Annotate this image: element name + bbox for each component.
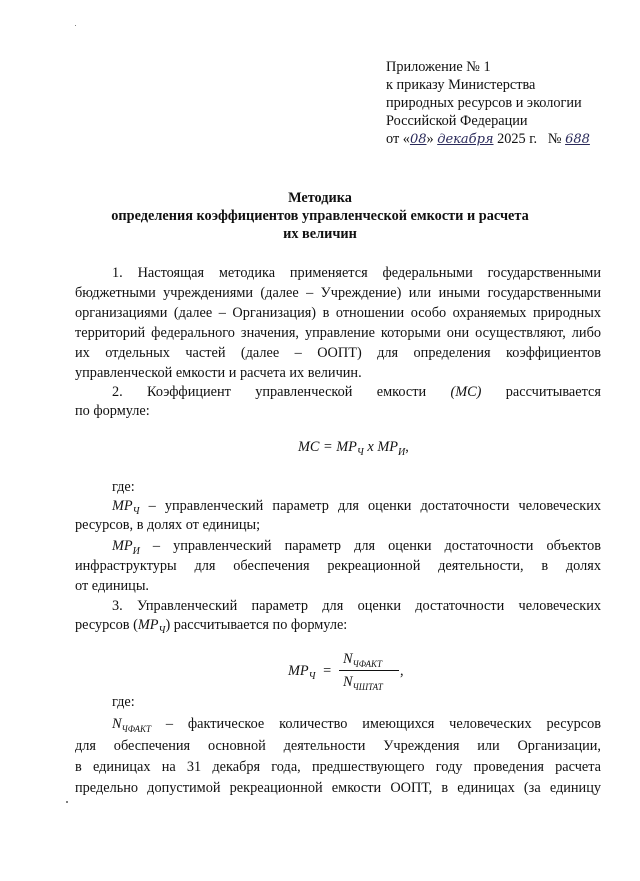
p2-symbol: (МС) xyxy=(450,384,482,400)
formula-mpch-lhs-sym: МР xyxy=(288,663,309,679)
formula-mc-term1: МР xyxy=(336,439,357,455)
def2-line-3: от единицы. xyxy=(75,578,149,594)
title-line-2: определения коэффициентов управленческой емкости и расчета xyxy=(111,208,529,224)
order-number: 688 xyxy=(565,132,590,147)
p3-line-2 xyxy=(75,616,347,640)
def2-symbol: МР xyxy=(112,538,133,554)
date-mid: » xyxy=(426,131,434,147)
date-prefix: от « xyxy=(386,131,410,147)
def3-line-1 xyxy=(112,715,601,738)
p3-symbol: МР xyxy=(137,617,159,633)
formula-mpch-comma: , xyxy=(400,663,404,679)
formula-mpch-denominator xyxy=(343,673,383,696)
title-line-3: их величин xyxy=(283,226,357,242)
where-label-2: где: xyxy=(112,694,135,710)
p1-line-1: 1. Настоящая методика применяется федеральными государственными xyxy=(112,265,601,281)
denominator-sub: ЧШТАТ xyxy=(352,681,383,692)
def3-symbol-sub: ЧФАКТ xyxy=(121,723,152,734)
order-number-label: № xyxy=(547,131,562,147)
def1-line-2: ресурсов, в долях от единицы; xyxy=(75,517,261,533)
formula-mc-lhs: МС xyxy=(298,439,320,455)
scan-speck xyxy=(75,25,76,26)
p3-text-a: ресурсов ( xyxy=(75,617,138,633)
p1-line-2: бюджетными учреждениями (далее – Учреждение) или иными государственными xyxy=(75,285,601,301)
appendix-country: Российской Федерации xyxy=(386,113,528,129)
title-line-1: Методика xyxy=(288,190,352,206)
p1-line-4: территорий федерального значения, управление которыми они осуществляют, либо xyxy=(75,325,601,341)
def2-text-1: – управленческий параметр для оценки достаточности объектов xyxy=(139,538,601,554)
formula-mpch-lhs-sub: Ч xyxy=(308,670,316,682)
denominator-symbol: N xyxy=(343,674,353,690)
def2-symbol-sub: И xyxy=(132,545,140,557)
p2-word-3: емкости xyxy=(376,384,427,400)
def3-symbol: N xyxy=(112,716,122,732)
p1-line-6: управленческой емкости и расчета их величин. xyxy=(75,365,362,381)
def3-line-4: предельно допустимой рекреационной емкости ООПТ, в единицах (за единицу xyxy=(75,780,601,796)
formula-mpch-lhs xyxy=(288,662,331,686)
p2-word-1: Коэффициент xyxy=(147,384,231,400)
fraction-bar xyxy=(339,670,399,671)
date-year: 2025 г. xyxy=(497,131,538,147)
appendix-title: Приложение № 1 xyxy=(386,59,491,75)
formula-mc-term2-sub: И xyxy=(397,446,406,458)
p1-line-3: организациями (далее – Организация) в отношении особо охраняемых природных xyxy=(75,305,601,321)
appendix-ministry: природных ресурсов и экологии xyxy=(386,95,582,111)
p2-line-2: по формуле: xyxy=(75,403,150,419)
formula-mc-eq: = xyxy=(323,439,333,455)
def3-text-1: – фактическое количество имеющихся человеческих ресурсов xyxy=(151,716,601,732)
formula-mc-term1-sub: Ч xyxy=(356,446,364,458)
appendix-order-ref: к приказу Министерства xyxy=(386,77,536,93)
def1-text-1: – управленческий параметр для оценки достаточности человеческих xyxy=(139,498,601,514)
def2-line-2: инфраструктуры для обеспечения рекреационной деятельности, в долях xyxy=(75,558,601,574)
def1-symbol: МР xyxy=(112,498,133,514)
p2-word-4: рассчитывается xyxy=(505,384,601,400)
numerator-symbol: N xyxy=(343,651,353,667)
numerator-sub: ЧФАКТ xyxy=(352,658,383,669)
date-day: 08 xyxy=(409,132,427,147)
p3-symbol-sub: Ч xyxy=(158,624,166,636)
formula-mc-comma: , xyxy=(405,439,409,455)
formula-mpch-eq: = xyxy=(323,663,332,679)
date-month: декабря xyxy=(437,132,494,147)
p3-line-1: 3. Управленческий параметр для оценки достаточности человеческих xyxy=(112,598,601,614)
def3-line-3: в единицах на 31 декабря года, предшествующего году проведения расчета xyxy=(75,759,601,775)
def3-line-2: для обеспечения основной деятельности Учреждения или Организации, xyxy=(75,738,601,754)
def1-symbol-sub: Ч xyxy=(132,505,140,517)
appendix-date-line xyxy=(386,130,590,149)
where-label-1: где: xyxy=(112,479,135,495)
p3-text-b: ) рассчитывается по формуле: xyxy=(165,617,348,633)
p2-word-2: управленческой xyxy=(255,384,353,400)
p1-line-5: их отдельных частей (далее – ООПТ) для определения коэффициентов xyxy=(75,345,601,361)
p2-line-1 xyxy=(112,383,601,401)
formula-mc-times: х xyxy=(367,439,374,455)
p2-num: 2. xyxy=(112,384,123,400)
formula-mc xyxy=(298,438,409,462)
formula-mc-term2: МР xyxy=(377,439,398,455)
scan-speck xyxy=(66,801,68,803)
